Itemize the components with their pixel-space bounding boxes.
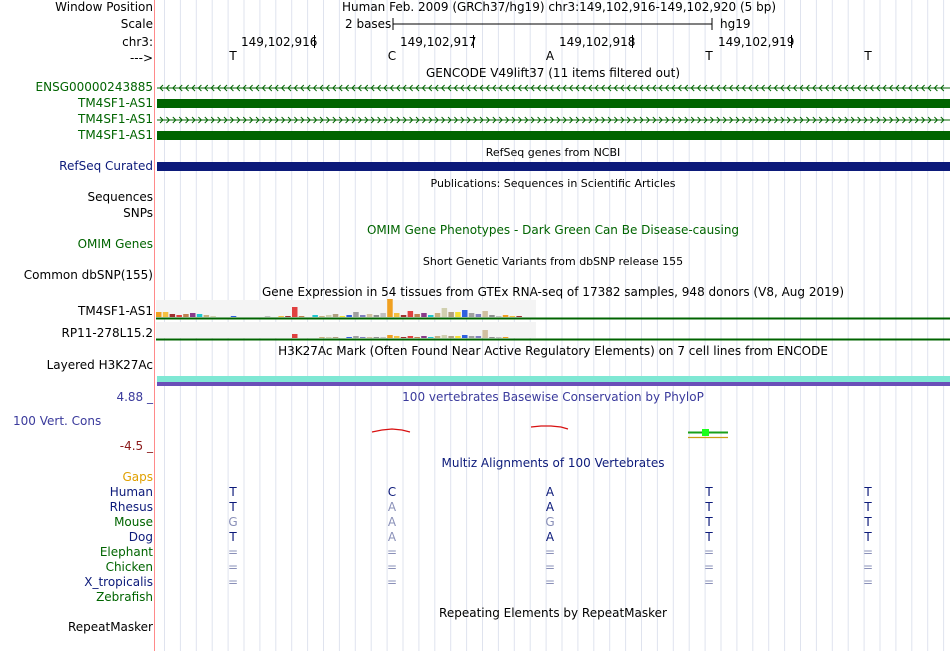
- refseq-track-title: RefSeq genes from NCBI: [485, 146, 621, 159]
- gencode-item-label[interactable]: TM4SF1-AS1: [78, 128, 153, 142]
- ruler-position-1: 149,102,916: [241, 35, 318, 49]
- gtex-tissue-bar[interactable]: [367, 314, 373, 317]
- gtex-tissue-bar[interactable]: [360, 337, 366, 338]
- scale-assembly-text: hg19: [720, 17, 751, 31]
- alignment-base: =: [544, 560, 556, 574]
- alignment-base: A: [387, 500, 397, 514]
- gtex-track-title: Gene Expression in 54 tissues from GTEx RNA-seq of 17382 samples, 948 donors (V8, Aug 2019): [261, 285, 845, 299]
- gtex-tissue-bar[interactable]: [455, 336, 461, 338]
- publications-snps-label[interactable]: SNPs: [123, 206, 153, 220]
- dbsnp-track-label[interactable]: Common dbSNP(155): [23, 268, 153, 282]
- alignment-base: =: [703, 560, 715, 574]
- ruler-position-3: 149,102,918: [559, 35, 636, 49]
- species-label-chicken[interactable]: Chicken: [105, 560, 153, 574]
- gtex-tissue-bar[interactable]: [448, 312, 454, 317]
- alignment-base: =: [544, 575, 556, 589]
- gtex-tissue-bar[interactable]: [435, 336, 441, 338]
- gtex-tissue-bar[interactable]: [170, 314, 176, 317]
- gtex-tissue-bar[interactable]: [496, 337, 502, 338]
- gtex-tissue-bar[interactable]: [428, 337, 434, 338]
- gtex-tissue-bar[interactable]: [476, 336, 482, 338]
- ruler-position-4: 149,102,919: [718, 35, 795, 49]
- phylop-min-label: -4.5 _: [119, 439, 153, 453]
- gencode-item-label[interactable]: TM4SF1-AS1: [78, 96, 153, 110]
- alignment-base: T: [705, 515, 713, 529]
- gtex-tissue-bar[interactable]: [387, 335, 393, 338]
- gtex-tissue-bar[interactable]: [435, 313, 441, 317]
- gencode-gene-line-forward[interactable]: [157, 114, 950, 126]
- gtex-tissue-bar[interactable]: [394, 313, 400, 317]
- scale-bar-text: 2 bases: [345, 17, 392, 31]
- gtex-tissue-bar[interactable]: [387, 299, 393, 317]
- h3k27ac-track-label[interactable]: Layered H3K27Ac: [46, 358, 153, 372]
- alignment-base: =: [862, 575, 874, 589]
- reference-base: C: [387, 49, 397, 63]
- gtex-tissue-bar[interactable]: [503, 315, 509, 317]
- assembly-position-text: Human Feb. 2009 (GRCh37/hg19) chr3:149,102,916-149,102,920 (5 bp): [342, 0, 777, 14]
- multiz-track-title: Multiz Alignments of 100 Vertebrates: [441, 456, 665, 470]
- alignment-base: =: [227, 575, 239, 589]
- gtex-tissue-bar[interactable]: [380, 337, 386, 338]
- alignment-base: =: [544, 545, 556, 559]
- gtex-tissue-bar[interactable]: [360, 315, 366, 317]
- reference-base: T: [864, 49, 872, 63]
- gtex-tissue-bar[interactable]: [374, 315, 380, 317]
- dbsnp-track-title: Short Genetic Variants from dbSNP release 155: [422, 255, 684, 268]
- gtex-tissue-bar[interactable]: [428, 315, 434, 317]
- reference-base: T: [705, 49, 713, 63]
- phylop-max-label: 4.88 _: [116, 390, 153, 404]
- gtex-tissue-bar[interactable]: [489, 337, 495, 338]
- gtex-tissue-bar[interactable]: [408, 336, 414, 338]
- gtex-tissue-bar[interactable]: [176, 315, 182, 317]
- gtex-tissue-bar[interactable]: [319, 316, 325, 317]
- alignment-base: =: [227, 545, 239, 559]
- gtex-tissue-bar[interactable]: [401, 337, 407, 338]
- h3k27ac-track-title: H3K27Ac Mark (Often Found Near Active Regulatory Elements) on 7 cell lines from ENCODE: [278, 344, 828, 358]
- alignment-base: A: [545, 530, 555, 544]
- species-label-mouse[interactable]: Mouse: [114, 515, 153, 529]
- reference-base: T: [229, 49, 237, 63]
- gtex-tissue-bar[interactable]: [380, 313, 386, 317]
- species-label-elephant[interactable]: Elephant: [99, 545, 153, 559]
- phylop-track-label[interactable]: 100 Vert. Cons: [13, 414, 102, 428]
- alignment-base: =: [386, 575, 398, 589]
- species-label-rhesus[interactable]: Rhesus: [109, 500, 153, 514]
- alignment-base: T: [705, 530, 713, 544]
- gtex-tissue-bar[interactable]: [204, 315, 210, 317]
- gtex-tissue-bar[interactable]: [326, 337, 332, 338]
- alignment-base: G: [228, 515, 238, 529]
- alignment-base: T: [864, 530, 872, 544]
- gtex-gene-label[interactable]: TM4SF1-AS1: [78, 304, 153, 318]
- alignment-base: A: [387, 530, 397, 544]
- gtex-tissue-bar[interactable]: [421, 313, 427, 317]
- gtex-tissue-bar[interactable]: [353, 336, 359, 338]
- alignment-base: T: [229, 500, 237, 514]
- ruler-ticks: [156, 34, 950, 50]
- alignment-base: T: [705, 485, 713, 499]
- gtex-tissue-bar[interactable]: [353, 312, 359, 317]
- gtex-tissue-bar[interactable]: [346, 315, 352, 317]
- species-label-zebrafish[interactable]: Zebrafish: [96, 590, 153, 604]
- gtex-tissue-bar[interactable]: [462, 310, 468, 317]
- gtex-tissue-bar[interactable]: [442, 335, 448, 338]
- gencode-exon-block[interactable]: [157, 99, 950, 108]
- alignment-base: A: [545, 485, 555, 499]
- gtex-tissue-bar[interactable]: [319, 337, 325, 338]
- phylop-track-title: 100 vertebrates Basewise Conservation by PhyloP: [402, 390, 704, 404]
- gtex-tissue-bar[interactable]: [190, 313, 196, 317]
- species-label-human[interactable]: Human: [109, 485, 153, 499]
- gtex-tissue-bar[interactable]: [482, 330, 488, 338]
- alignment-base: T: [229, 530, 237, 544]
- gtex-tissue-bar[interactable]: [163, 312, 169, 317]
- alignment-base: T: [864, 500, 872, 514]
- alignment-base: =: [862, 560, 874, 574]
- gtex-tissue-bar[interactable]: [265, 316, 271, 317]
- gtex-tissue-bar[interactable]: [408, 311, 414, 317]
- alignment-base: G: [545, 515, 555, 529]
- alignment-base: C: [387, 485, 397, 499]
- alignment-base: =: [703, 545, 715, 559]
- gtex-tissue-bar[interactable]: [231, 316, 237, 317]
- gtex-tissue-bar[interactable]: [299, 316, 305, 317]
- refseq-track-label[interactable]: RefSeq Curated: [59, 159, 153, 173]
- alignment-base: =: [386, 560, 398, 574]
- gtex-tissue-bar[interactable]: [156, 312, 162, 317]
- gtex-tissue-bar[interactable]: [462, 335, 468, 338]
- gtex-tissue-bar[interactable]: [278, 316, 284, 317]
- gtex-tissue-bar[interactable]: [210, 316, 216, 317]
- gtex-tissue-bar[interactable]: [448, 336, 454, 338]
- gtex-tissue-bar[interactable]: [414, 337, 420, 338]
- gtex-tissue-bar[interactable]: [476, 314, 482, 317]
- gtex-tissue-bar[interactable]: [183, 314, 189, 317]
- gtex-tissue-bar[interactable]: [374, 337, 380, 338]
- gtex-tissue-bar[interactable]: [197, 314, 203, 317]
- alignment-base: A: [387, 515, 397, 529]
- gtex-tissue-bar[interactable]: [326, 315, 332, 317]
- chrom-label: chr3:: [122, 35, 153, 49]
- alignment-base: =: [703, 575, 715, 589]
- gtex-gene-label[interactable]: RP11-278L15.2: [61, 326, 153, 340]
- phylop-wiggle[interactable]: [156, 420, 950, 444]
- alignment-base: T: [229, 485, 237, 499]
- gtex-tissue-bar[interactable]: [292, 334, 298, 338]
- gtex-tissue-bar[interactable]: [312, 315, 318, 317]
- omim-track-label[interactable]: OMIM Genes: [77, 237, 153, 251]
- gencode-gene-line-reverse[interactable]: [157, 82, 950, 94]
- omim-track-title: OMIM Gene Phenotypes - Dark Green Can Be Disease-causing: [366, 223, 740, 237]
- scale-bar: [392, 17, 714, 31]
- gencode-item-label[interactable]: ENSG00000243885: [35, 80, 153, 94]
- species-label-x-tropicalis[interactable]: X_tropicalis: [84, 575, 153, 589]
- gtex-tissue-bar[interactable]: [469, 313, 475, 317]
- repeatmasker-track-title: Repeating Elements by RepeatMasker: [439, 606, 667, 620]
- gtex-tissue-bar[interactable]: [333, 337, 339, 338]
- gtex-tissue-bar[interactable]: [292, 307, 298, 317]
- repeatmasker-track-label[interactable]: RepeatMasker: [67, 620, 153, 634]
- gtex-tissue-bar[interactable]: [285, 316, 291, 317]
- reference-base: A: [545, 49, 555, 63]
- alignment-base: =: [386, 545, 398, 559]
- gencode-exon-block[interactable]: [157, 131, 950, 140]
- publications-track-title: Publications: Sequences in Scientific Articles: [430, 177, 676, 190]
- gtex-tissue-bar[interactable]: [516, 316, 522, 317]
- alignment-base: T: [864, 485, 872, 499]
- window-position-label: Window Position: [55, 0, 153, 14]
- gtex-tissue-bar[interactable]: [469, 336, 475, 338]
- multiz-gaps-label[interactable]: Gaps: [122, 470, 153, 484]
- gtex-tissue-bar[interactable]: [442, 308, 448, 317]
- gtex-expression-bars[interactable]: [156, 298, 950, 342]
- publications-sequences-label[interactable]: Sequences: [87, 190, 153, 204]
- gtex-tissue-bar[interactable]: [346, 337, 352, 338]
- gtex-tissue-bar[interactable]: [414, 314, 420, 317]
- gtex-tissue-bar[interactable]: [496, 316, 502, 317]
- gtex-tissue-bar[interactable]: [455, 312, 461, 317]
- gtex-tissue-bar[interactable]: [421, 336, 427, 338]
- gtex-tissue-bar[interactable]: [394, 336, 400, 338]
- gtex-tissue-bar[interactable]: [482, 311, 488, 317]
- gencode-track-title: GENCODE V49lift37 (11 items filtered out): [425, 66, 680, 80]
- left-margin-divider: [154, 0, 155, 651]
- refseq-exon-block[interactable]: [157, 162, 950, 171]
- alignment-base: A: [545, 500, 555, 514]
- gtex-tissue-bar[interactable]: [489, 315, 495, 317]
- gencode-item-label[interactable]: TM4SF1-AS1: [78, 112, 153, 126]
- alignment-base: T: [864, 515, 872, 529]
- gtex-tissue-bar[interactable]: [340, 316, 346, 317]
- h3k27ac-signal[interactable]: [157, 382, 950, 386]
- species-label-dog[interactable]: Dog: [128, 530, 153, 544]
- scale-label: Scale: [120, 17, 153, 31]
- alignment-base: T: [705, 500, 713, 514]
- gtex-tissue-bar[interactable]: [401, 315, 407, 317]
- gtex-tissue-bar[interactable]: [510, 316, 515, 317]
- ruler-position-2: 149,102,917: [400, 35, 477, 49]
- gtex-tissue-bar[interactable]: [503, 337, 509, 338]
- gtex-tissue-bar[interactable]: [333, 314, 339, 317]
- gtex-tissue-bar[interactable]: [367, 337, 373, 338]
- alignment-base: =: [862, 545, 874, 559]
- strand-arrow-label: --->: [129, 51, 153, 65]
- alignment-base: =: [227, 560, 239, 574]
